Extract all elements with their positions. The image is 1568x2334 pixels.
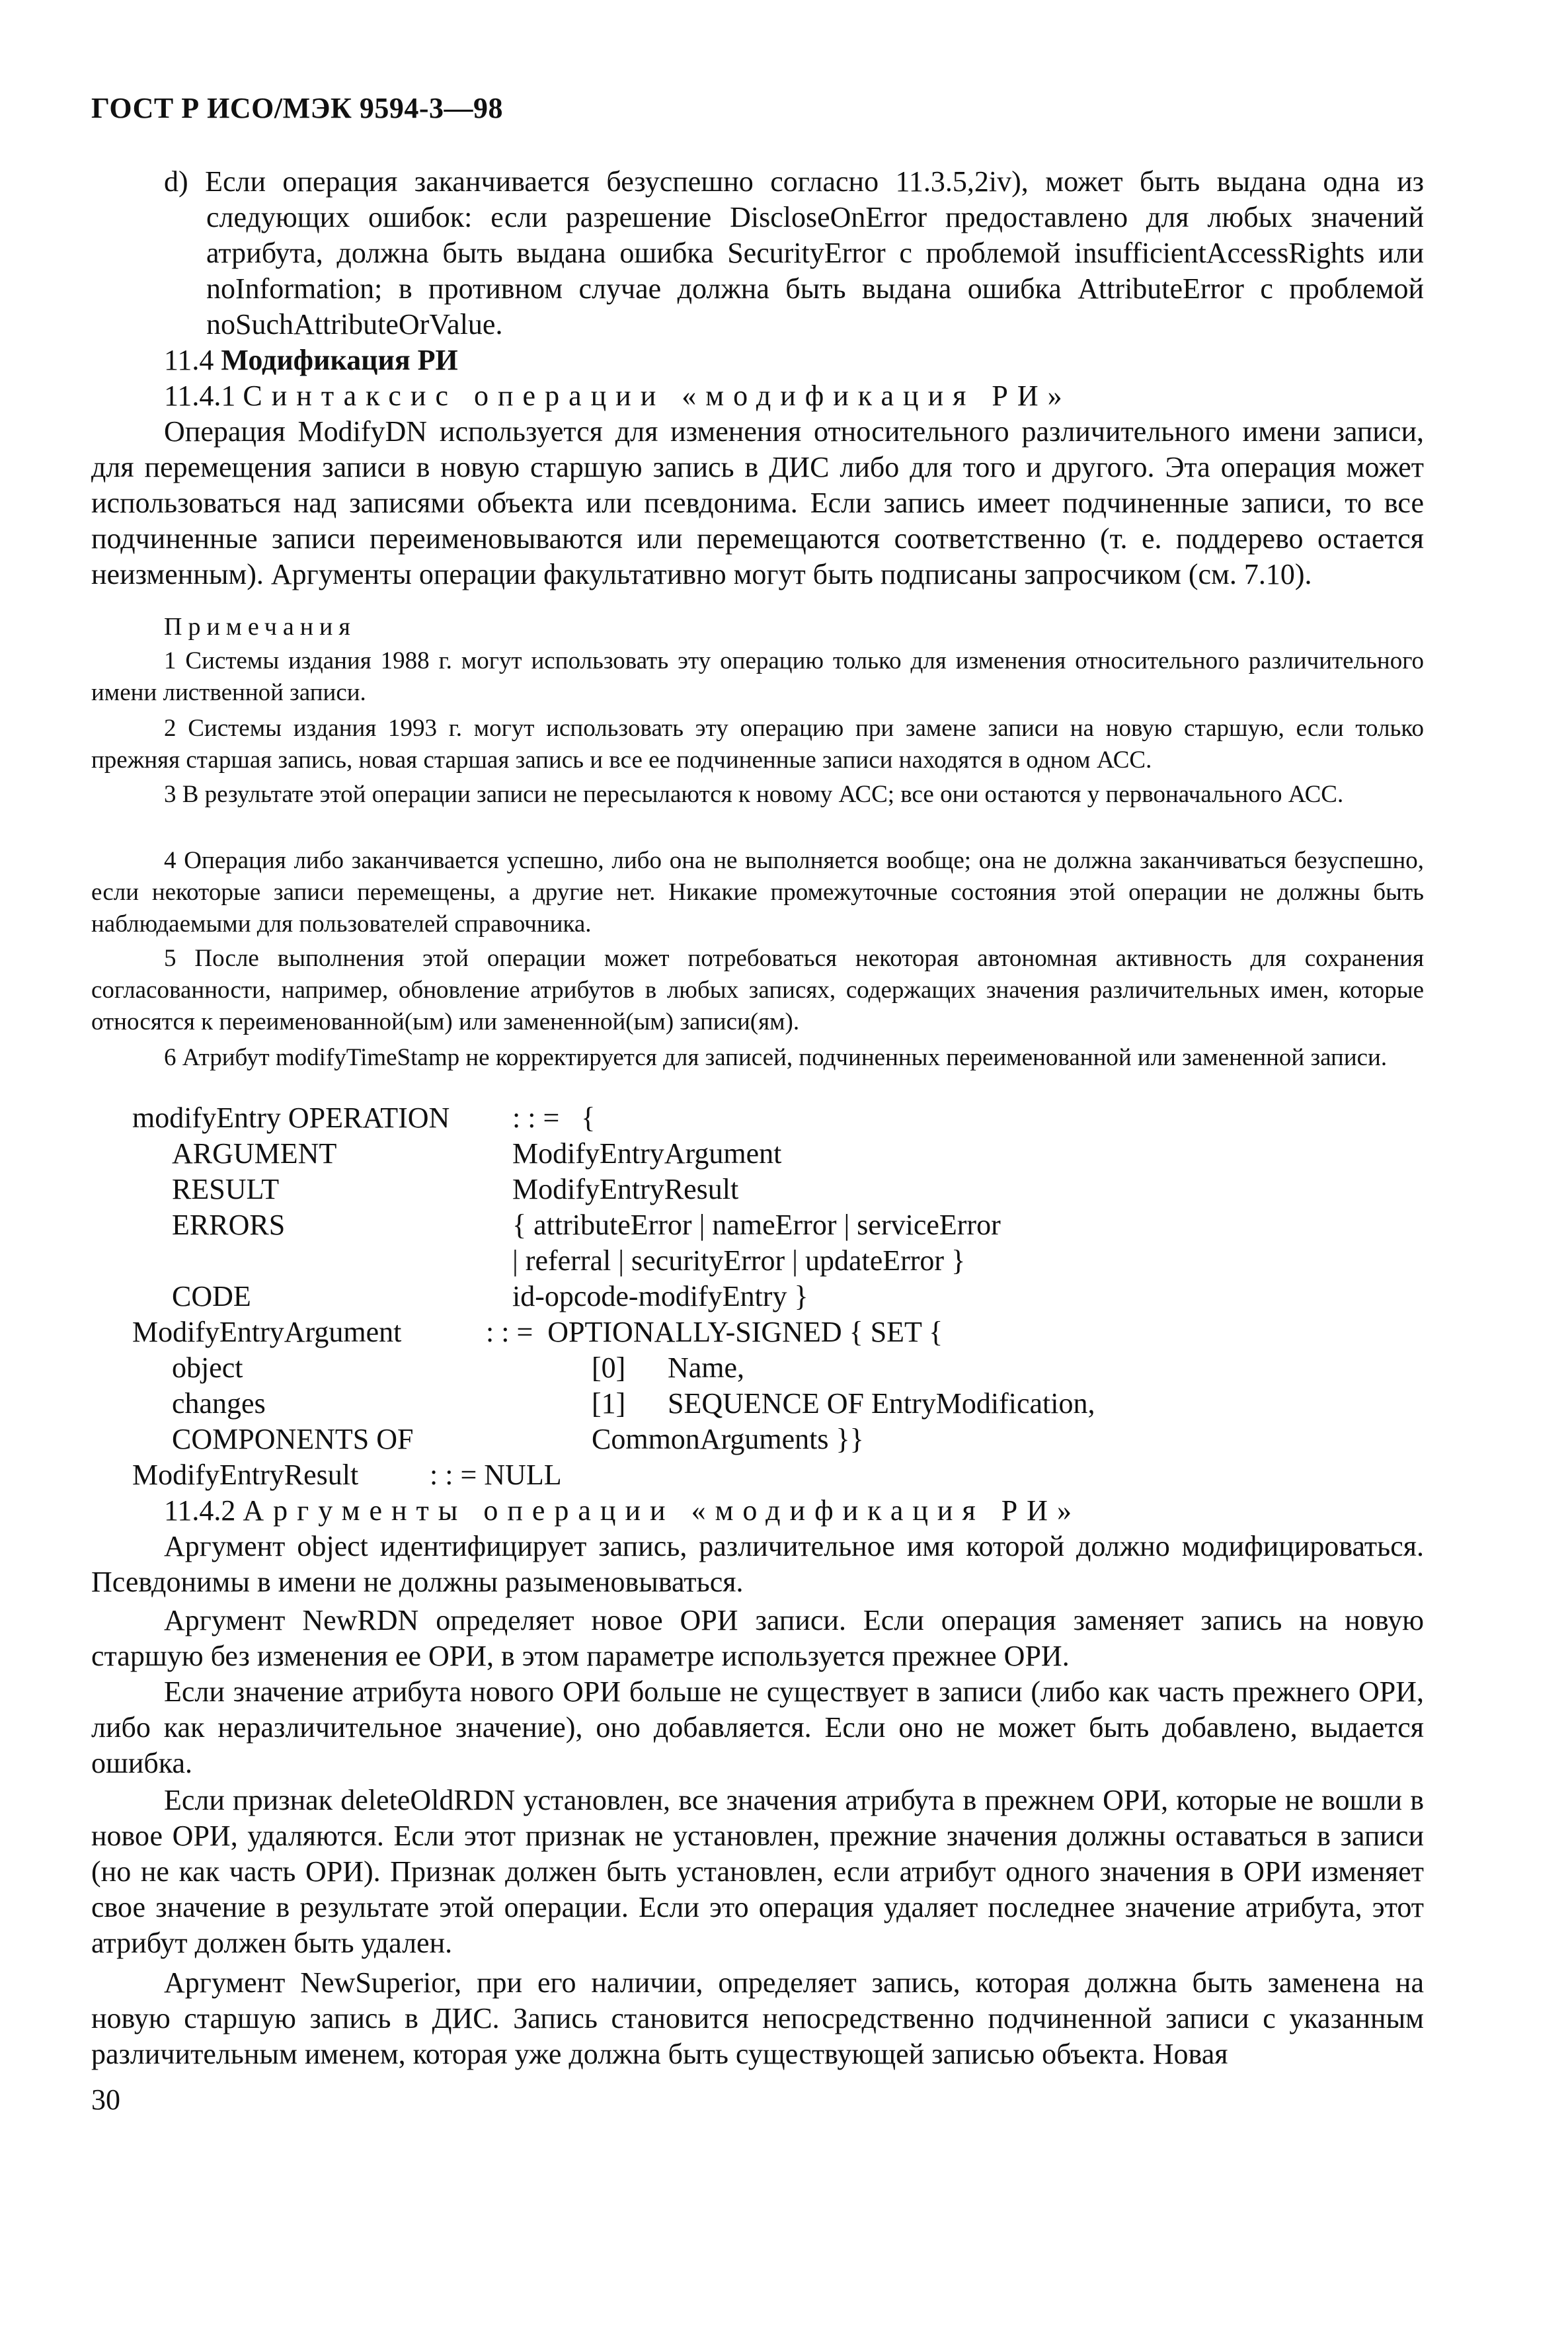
section-title: Синтаксис операции «модификация РИ» <box>243 380 1072 412</box>
code-line: object <box>172 1351 243 1384</box>
note-5: 5 После выполнения этой операции может потребоваться некоторая автономная активность для сохранения согласованности, например, обновление атрибутов в любых записях, содержащих значения различительных имен, которые относятся к переименованной(ым) или замененной(ым) записи(ям). <box>91 945 1424 1035</box>
paragraph: Если значение атрибута нового ОРИ больше не существует в записи (либо как часть прежнего ОРИ, либо как неразличительное значение), оно добавляется. Если оно не может быть добавлено, выдается ошибка. <box>91 1675 1424 1779</box>
code-line: ModifyEntryResult <box>132 1459 359 1491</box>
paragraph-intro: Операция ModifyDN используется для изменения относительного различительного имени записи, для перемещения записи в новую старшую запись в ДИС либо для того и другого. Эта операция может использоваться над записями объекта или псевдонима. Если запись имеет подчиненные записи, то все подчиненные записи переименовываются или перемещаются соответственно (т. е. поддерево остается неизменным). Аргументы операции факультативно могут быть подписаны запросчиком (см. 7.10). <box>91 415 1424 590</box>
code-line: { attributeError | nameError | serviceError <box>512 1209 1001 1241</box>
section-heading-11-4-1 <box>164 378 1072 414</box>
paragraph: Если признак deleteOldRDN установлен, все значения атрибута в прежнем ОРИ, которые не вошли в новое ОРИ, удаляются. Если этот признак не установлен, прежние значения должны оставаться в записи (но не как часть ОРИ). Признак должен быть установлен, если атрибут одного значения в ОРИ изменяет свое значение в результате этой операции. Если это операция удаляет последнее значение атрибута, этот атрибут должен быть удален. <box>91 1784 1424 1959</box>
code-line: modifyEntry OPERATION <box>132 1102 450 1134</box>
section-title: Аргументы операции «модификация РИ» <box>243 1494 1081 1527</box>
code-line: changes <box>172 1387 266 1420</box>
section-heading-11-4-2 <box>164 1493 1081 1529</box>
code-line: CommonArguments }} <box>592 1423 864 1455</box>
code-line: CODE <box>172 1280 251 1312</box>
document-header: ГОСТ Р ИСО/МЭК 9594-3—98 <box>91 92 504 124</box>
code-line: ModifyEntryArgument <box>132 1316 402 1348</box>
code-line: id-opcode-modifyEntry } <box>512 1280 808 1312</box>
code-line: | referral | securityError | updateError } <box>512 1244 966 1277</box>
list-item-d: d) Если операция заканчивается безуспешно согласно 11.3.5,2iv), может быть выдана одна из следующих ошибок: если разрешение DiscloseOnError предоставлено для любых значений атрибута, должна быть выдана ошибка SecurityError с проблемой insufficientAccessRights или noInformation; в противном случае должна быть выдана ошибка AttributeError с проблемой noSuchAttributeOrValue. <box>164 165 1424 341</box>
code-line: : : = OPTIONALLY-SIGNED { SET { <box>486 1316 943 1348</box>
section-number: 11.4 <box>164 344 214 376</box>
code-line: ModifyEntryResult <box>512 1173 739 1205</box>
notes-heading: Примечания <box>164 613 356 641</box>
code-line: ARGUMENT <box>172 1137 337 1170</box>
section-number: 11.4.2 <box>164 1494 236 1527</box>
note-6: 6 Атрибут modifyTimeStamp не корректируется для записей, подчиненных переименованной или замененной записи. <box>164 1044 1388 1071</box>
code-line: Name, <box>668 1351 745 1384</box>
note-4: 4 Операция либо заканчивается успешно, либо она не выполняется вообще; она не должна заканчиваться безуспешно, если некоторые записи перемещены, а другие нет. Никакие промежуточные состояния этой операции не должны быть наблюдаемыми для пользователей справочника. <box>91 847 1424 938</box>
paragraph: Аргумент NewRDN определяет новое ОРИ записи. Если операция заменяет запись на новую старшую без изменения ее ОРИ, в этом параметре используется прежнее ОРИ. <box>91 1604 1424 1672</box>
code-line: ERRORS <box>172 1209 286 1241</box>
section-title: Модификация РИ <box>221 344 458 376</box>
code-line: : : = NULL <box>430 1459 562 1491</box>
page-number: 30 <box>91 2083 120 2116</box>
code-line: SEQUENCE OF EntryModification, <box>668 1387 1095 1420</box>
note-3: 3 В результате этой операции записи не пересылаются к новому АСС; все они остаются у первоначального АСС. <box>164 781 1344 808</box>
note-2: 2 Системы издания 1993 г. могут использовать эту операцию при замене записи на новую старшую, если только прежняя старшая запись, новая старшая запись и все ее подчиненные записи находятся в одном АСС. <box>91 715 1424 774</box>
paragraph: Аргумент object идентифицирует запись, различительное имя которой должно модифицироваться. Псевдонимы в имени не должны разыменовываться. <box>91 1530 1424 1598</box>
note-1: 1 Системы издания 1988 г. могут использовать эту операцию только для изменения относительного различительного имени лиственной записи. <box>91 647 1424 706</box>
code-line: : : = { <box>512 1102 596 1134</box>
section-heading-11-4 <box>164 342 458 378</box>
section-number: 11.4.1 <box>164 380 236 412</box>
code-line: RESULT <box>172 1173 280 1205</box>
code-line: ModifyEntryArgument <box>512 1137 782 1170</box>
code-line: [0] <box>592 1351 626 1384</box>
paragraph: Аргумент NewSuperior, при его наличии, определяет запись, которая должна быть заменена на новую старшую запись в ДИС. Запись становится непосредственно подчиненной записи с указанным различительным именем, которая уже должна быть существующей записью объекта. Новая <box>91 1966 1424 2070</box>
code-line: COMPONENTS OF <box>172 1423 414 1455</box>
code-line: [1] <box>592 1387 626 1420</box>
